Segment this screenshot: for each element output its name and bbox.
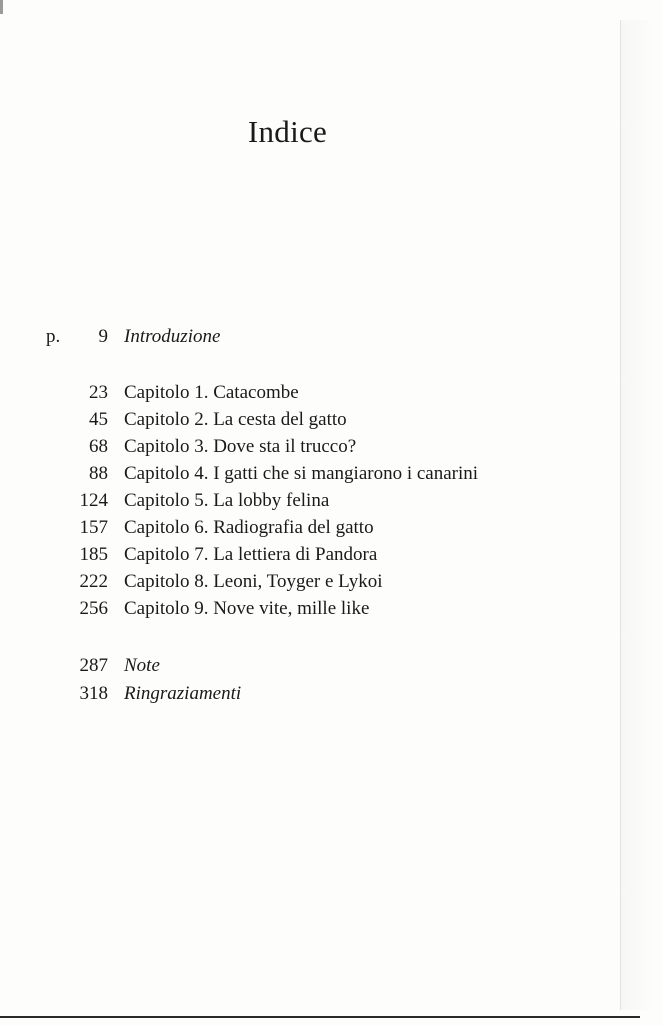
toc-page-number: 256 [79, 598, 108, 619]
toc-page-number: 185 [79, 544, 108, 565]
toc-page-number: 222 [79, 571, 108, 592]
toc-entry-title: Capitolo 8. Leoni, Toyger e Lykoi [124, 571, 383, 592]
toc-page-number: 23 [89, 382, 108, 403]
toc-entry-title: Capitolo 4. I gatti che si mangiarono i canarini [124, 463, 479, 484]
toc-entry-title: Capitolo 5. La lobby felina [124, 490, 330, 511]
toc-page-number: 45 [89, 409, 108, 430]
toc-entry-title: Capitolo 9. Nove vite, mille like [124, 598, 370, 619]
toc-entry-title: Capitolo 3. Dove sta il trucco? [124, 436, 357, 457]
toc-page-number: 318 [79, 683, 108, 704]
toc-page-number: 287 [79, 655, 108, 676]
toc-page-number: 88 [89, 463, 108, 484]
toc-page-prefix: p. [46, 326, 61, 347]
toc-entry-title: Capitolo 1. Catacombe [124, 382, 299, 403]
toc-page-number: 68 [89, 436, 108, 457]
toc-entry-title: Capitolo 6. Radiografia del gatto [124, 517, 374, 538]
toc-entry-title: Ringraziamenti [124, 683, 242, 704]
toc-entry-title: Capitolo 7. La lettiera di Pandora [124, 544, 378, 565]
toc-entry-title: Capitolo 2. La cesta del gatto [124, 409, 347, 430]
toc-entry-title: Introduzione [124, 326, 221, 347]
scan-edge-bottom [0, 1016, 640, 1018]
toc-page-number: 157 [79, 517, 108, 538]
page-title: Indice [247, 114, 328, 149]
page-stack-edge [620, 20, 651, 1010]
toc-page-number: 124 [79, 490, 108, 511]
scan-edge-left [0, 0, 3, 14]
toc-entry-title: Note [124, 655, 160, 676]
toc-page-number: 9 [98, 326, 108, 347]
